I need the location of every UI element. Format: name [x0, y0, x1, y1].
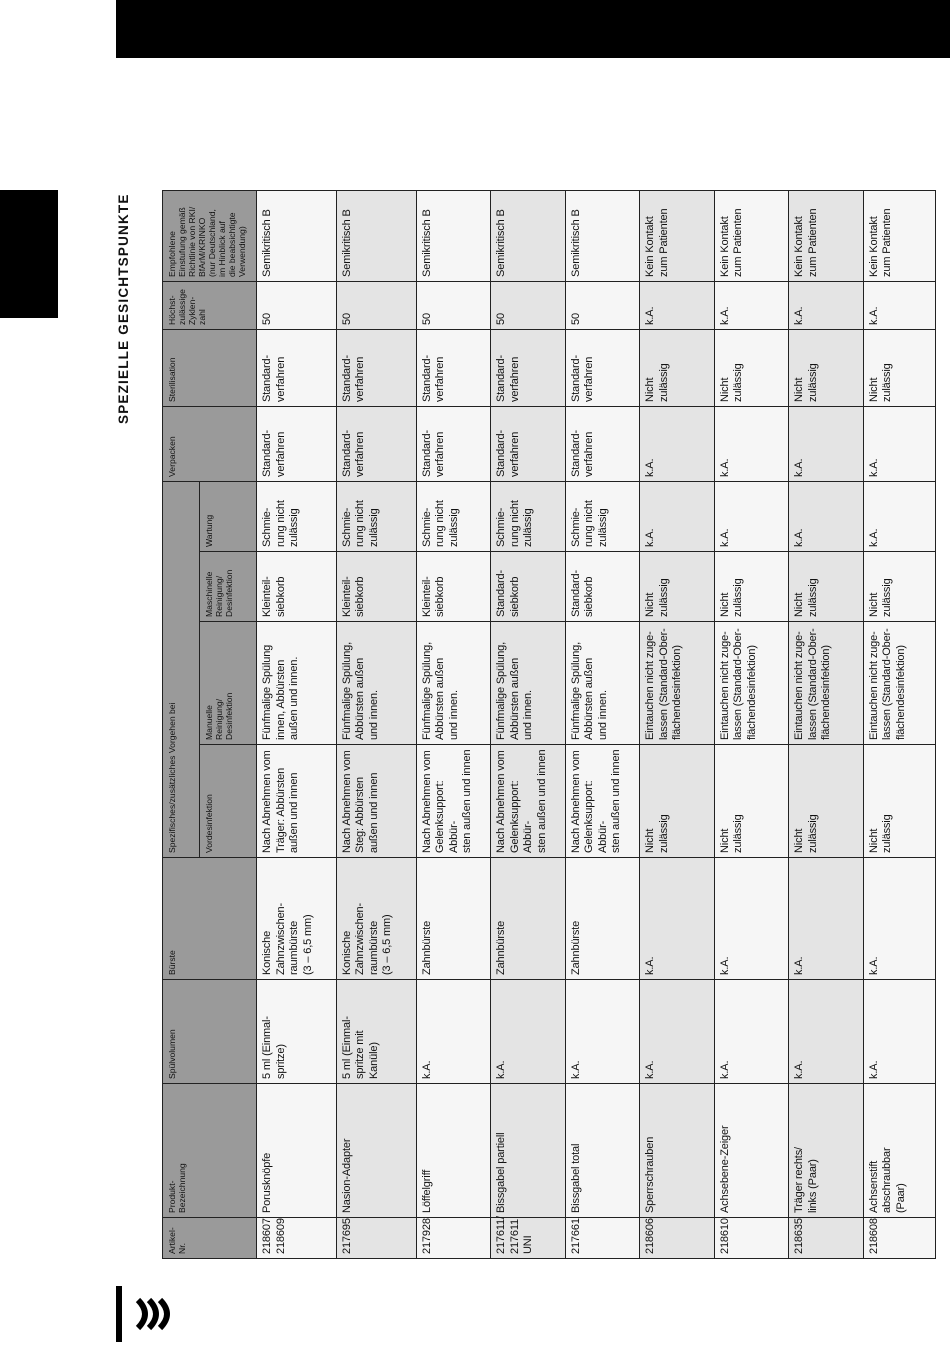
table-row	[257, 190, 337, 1258]
cell-produkt: Achsenstift abschraubbar (Paar)	[863, 1084, 936, 1218]
reprocessing-table	[162, 190, 936, 1259]
cell-vordesinfektion: Nach Abnehmen vom Gelenksupport: Abbür- sten außen und innen	[491, 745, 566, 858]
table-row	[565, 190, 640, 1258]
cell-spuelvolumen: 5 ml (Einmal- spritze mit Kanüle)	[336, 980, 416, 1084]
cell-verpacken: Standard- verfahren	[336, 406, 416, 481]
cell-sterilisation: Standard- verfahren	[565, 329, 640, 406]
cell-sterilisation: Standard- verfahren	[491, 329, 566, 406]
cell-manuelle-reinigung: Eintauchen nicht zuge- lassen (Standard-Ober- flächendesinfektion)	[640, 622, 715, 745]
cell-manuelle-reinigung: Fünfmalige Spülung, Abbürsten außen und innen.	[416, 622, 491, 745]
cell-manuelle-reinigung: Fünfmalige Spülung, Abbürsten außen und innen.	[491, 622, 566, 745]
cell-maschinelle-reinigung: Kleinteil- siebkorb	[416, 552, 491, 622]
cell-verpacken: Standard- verfahren	[257, 406, 337, 481]
cell-wartung: k.A.	[863, 481, 936, 551]
cell-zyklen: k.A.	[863, 281, 936, 329]
cell-sterilisation: Nicht zulässig	[640, 329, 715, 406]
cell-zyklen: 50	[336, 281, 416, 329]
header-spuelvolumen: Spülvolumen	[163, 980, 257, 1084]
cell-artikel: 218635	[789, 1218, 864, 1259]
cell-artikel: 218610	[714, 1218, 789, 1259]
cell-vordesinfektion: Nach Abnehmen vom Gelenksupport: Abbür- sten außen und innen	[565, 745, 640, 858]
table-row	[640, 190, 715, 1258]
cell-wartung: k.A.	[640, 481, 715, 551]
cell-artikel: 218608	[863, 1218, 936, 1259]
cell-produkt: Sperrschrauben	[640, 1084, 715, 1218]
header-zyklen: Höchst- zulässige Zyklen- zahl	[163, 281, 257, 329]
cell-verpacken: k.A.	[714, 406, 789, 481]
table-row	[789, 190, 864, 1258]
cell-buerste: k.A.	[714, 858, 789, 980]
cell-buerste: Zahnbürste	[565, 858, 640, 980]
cell-zyklen: k.A.	[714, 281, 789, 329]
cell-manuelle-reinigung: Fünfmalige Spülung, Abbürsten außen und innen.	[565, 622, 640, 745]
cell-zyklen: 50	[491, 281, 566, 329]
cell-vordesinfektion: Nicht zulässig	[863, 745, 936, 858]
cell-wartung: Schmie- rung nicht zulässig	[416, 481, 491, 551]
cell-spuelvolumen: k.A.	[640, 980, 715, 1084]
cell-vordesinfektion: Nach Abnehmen vom Steg: Abbürsten außen und innen	[336, 745, 416, 858]
cell-verpacken: k.A.	[640, 406, 715, 481]
cell-verpacken: k.A.	[863, 406, 936, 481]
table-row	[714, 190, 789, 1258]
header-produkt: Produkt- Bezeichnung	[163, 1084, 257, 1218]
cell-produkt: Achsebene-Zeiger	[714, 1084, 789, 1218]
header-spezifisches-vorgehen: Spezifisches/zusätzliches Vorgehen bei	[163, 481, 200, 857]
brand-logo-icon	[116, 1286, 180, 1347]
cell-wartung: k.A.	[714, 481, 789, 551]
cell-einstufung: Kein Kontakt zum Patienten	[789, 190, 864, 281]
cell-sterilisation: Nicht zulässig	[789, 329, 864, 406]
cell-produkt: Porusknöpfe	[257, 1084, 337, 1218]
table-row	[491, 190, 566, 1258]
cell-wartung: Schmie- rung nicht zulässig	[257, 481, 337, 551]
cell-manuelle-reinigung: Fünfmalige Spülung innen, Abbürsten außen und innen.	[257, 622, 337, 745]
cell-einstufung: Kein Kontakt zum Patienten	[714, 190, 789, 281]
cell-einstufung: Kein Kontakt zum Patienten	[863, 190, 936, 281]
reprocessing-table-container	[162, 191, 936, 1259]
cell-buerste: k.A.	[863, 858, 936, 980]
cell-produkt: Träger rechts/ links (Paar)	[789, 1084, 864, 1218]
table-row	[416, 190, 491, 1258]
cell-verpacken: k.A.	[789, 406, 864, 481]
cell-produkt: Löffelgriff	[416, 1084, 491, 1218]
cell-spuelvolumen: 5 ml (Einmal- spritze)	[257, 980, 337, 1084]
header-verpacken: Verpacken	[163, 406, 257, 481]
header-bar	[116, 0, 950, 58]
cell-artikel: 217661	[565, 1218, 640, 1259]
cell-produkt: Bissgabel partiell	[491, 1084, 566, 1218]
cell-manuelle-reinigung: Eintauchen nicht zuge- lassen (Standard-Ober- flächendesinfektion)	[863, 622, 936, 745]
cell-maschinelle-reinigung: Nicht zulässig	[640, 552, 715, 622]
cell-sterilisation: Standard- verfahren	[416, 329, 491, 406]
cell-zyklen: k.A.	[640, 281, 715, 329]
cell-einstufung: Semikritisch B	[416, 190, 491, 281]
header-buerste: Bürste	[163, 858, 257, 980]
cell-wartung: Schmie- rung nicht zulässig	[565, 481, 640, 551]
cell-artikel: 217695	[336, 1218, 416, 1259]
cell-vordesinfektion: Nicht zulässig	[714, 745, 789, 858]
cell-buerste: Konische Zahnzwischen- raumbürste (3 – 6,5 mm)	[336, 858, 416, 980]
cell-artikel: 217611/ 217611 UNI	[491, 1218, 566, 1259]
cell-buerste: Konische Zahnzwischen- raumbürste (3 – 6,5 mm)	[257, 858, 337, 980]
cell-zyklen: 50	[565, 281, 640, 329]
cell-spuelvolumen: k.A.	[416, 980, 491, 1084]
cell-artikel: 217928	[416, 1218, 491, 1259]
cell-sterilisation: Nicht zulässig	[714, 329, 789, 406]
cell-vordesinfektion: Nicht zulässig	[789, 745, 864, 858]
cell-einstufung: Semikritisch B	[336, 190, 416, 281]
cell-maschinelle-reinigung: Standard- siebkorb	[491, 552, 566, 622]
cell-maschinelle-reinigung: Standard- siebkorb	[565, 552, 640, 622]
cell-spuelvolumen: k.A.	[565, 980, 640, 1084]
header-einstufung: Empfohlene Einstufung gemäß Richtlinie von RKI/ BfArM/KRINKO (nur Deutschland, im Hinblick auf die beabsichtigte Verwendung)	[163, 190, 257, 281]
cell-sterilisation: Nicht zulässig	[863, 329, 936, 406]
cell-verpacken: Standard- verfahren	[565, 406, 640, 481]
cell-spuelvolumen: k.A.	[789, 980, 864, 1084]
cell-maschinelle-reinigung: Nicht zulässig	[863, 552, 936, 622]
cell-spuelvolumen: k.A.	[863, 980, 936, 1084]
cell-maschinelle-reinigung: Kleinteil- siebkorb	[257, 552, 337, 622]
cell-verpacken: Standard- verfahren	[416, 406, 491, 481]
cell-produkt: Bissgabel total	[565, 1084, 640, 1218]
cell-buerste: Zahnbürste	[491, 858, 566, 980]
cell-verpacken: Standard- verfahren	[491, 406, 566, 481]
cell-vordesinfektion: Nach Abnehmen vom Träger: Abbürsten außen und innen	[257, 745, 337, 858]
cell-artikel: 218607 218609	[257, 1218, 337, 1259]
section-title: SPEZIELLE GESICHTSPUNKTE	[116, 193, 131, 424]
cell-spuelvolumen: k.A.	[714, 980, 789, 1084]
cell-manuelle-reinigung: Eintauchen nicht zuge- lassen (Standard-Ober- flächendesinfektion)	[714, 622, 789, 745]
cell-manuelle-reinigung: Fünfmalige Spülung, Abbürsten außen und innen.	[336, 622, 416, 745]
cell-artikel: 218606	[640, 1218, 715, 1259]
cell-einstufung: Semikritisch B	[491, 190, 566, 281]
header-artikel: Artikel- Nr.	[163, 1218, 257, 1259]
cell-maschinelle-reinigung: Nicht zulässig	[789, 552, 864, 622]
chapter-tab	[0, 190, 58, 318]
cell-produkt: Nasion-Adapter	[336, 1084, 416, 1218]
header-sterilisation: Sterilisation	[163, 329, 257, 406]
cell-maschinelle-reinigung: Kleinteil- siebkorb	[336, 552, 416, 622]
cell-vordesinfektion: Nach Abnehmen vom Gelenksupport: Abbür- sten außen und innen	[416, 745, 491, 858]
cell-maschinelle-reinigung: Nicht zulässig	[714, 552, 789, 622]
cell-zyklen: 50	[416, 281, 491, 329]
table-row	[336, 190, 416, 1258]
cell-einstufung: Semikritisch B	[257, 190, 337, 281]
cell-buerste: Zahnbürste	[416, 858, 491, 980]
cell-wartung: Schmie- rung nicht zulässig	[336, 481, 416, 551]
cell-vordesinfektion: Nicht zulässig	[640, 745, 715, 858]
header-maschinelle-reinigung: Maschinelle Reinigung/ Desinfektion	[200, 552, 257, 622]
cell-einstufung: Kein Kontakt zum Patienten	[640, 190, 715, 281]
cell-spuelvolumen: k.A.	[491, 980, 566, 1084]
cell-sterilisation: Standard- verfahren	[336, 329, 416, 406]
cell-wartung: Schmie- rung nicht zulässig	[491, 481, 566, 551]
cell-sterilisation: Standard- verfahren	[257, 329, 337, 406]
cell-buerste: k.A.	[789, 858, 864, 980]
cell-buerste: k.A.	[640, 858, 715, 980]
table-row	[863, 190, 936, 1258]
cell-zyklen: 50	[257, 281, 337, 329]
header-vordesinfektion: Vordesinfektion	[200, 745, 257, 858]
cell-manuelle-reinigung: Eintauchen nicht zuge- lassen (Standard-Ober- flächendesinfektion)	[789, 622, 864, 745]
header-wartung: Wartung	[200, 481, 257, 551]
cell-einstufung: Semikritisch B	[565, 190, 640, 281]
cell-zyklen: k.A.	[789, 281, 864, 329]
header-manuelle-reinigung: Manuelle Reinigung/ Desinfektion	[200, 622, 257, 745]
cell-wartung: k.A.	[789, 481, 864, 551]
